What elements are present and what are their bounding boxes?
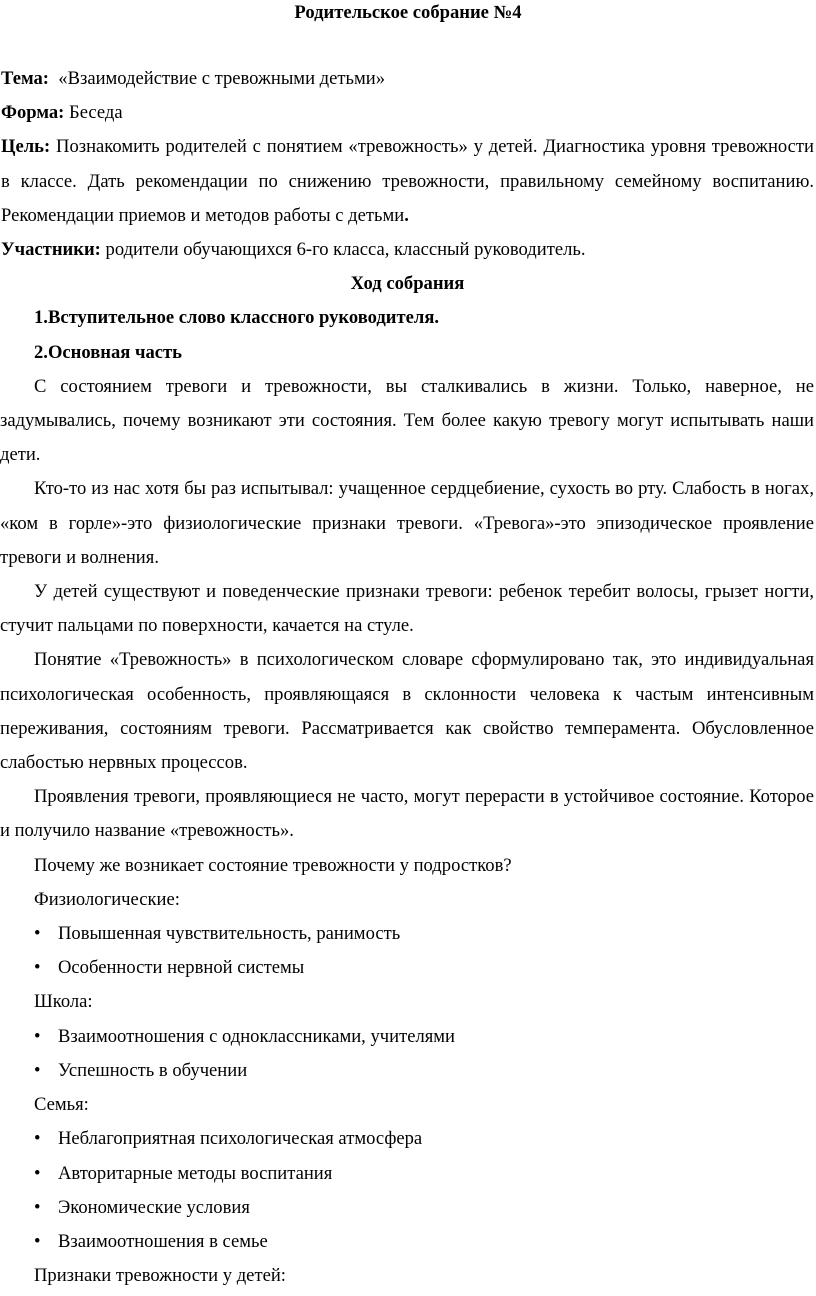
list-item-text: Неблагоприятная психологическая атмосфера — [58, 1128, 423, 1150]
list-item — [0, 1020, 815, 1054]
uchastniki-value: родители обучающихся 6-го класса, классный руководитель. — [105, 239, 586, 261]
field-uchastniki — [0, 233, 815, 267]
field-forma — [0, 96, 815, 130]
group-label: Семья: — [34, 1094, 89, 1116]
document-title: Родительское собрание №4 — [294, 2, 522, 23]
section-1-heading: 1.Вступительное слово классного руководителя. — [34, 307, 440, 329]
list-item-text: Авторитарные методы воспитания — [58, 1162, 333, 1184]
paragraph: Проявления тревоги, проявляющиеся не часто, могут перерасти в устойчивое состояние. Которое и получило название «тревожность». — [0, 786, 814, 842]
bullet-list — [0, 917, 815, 985]
bullet-list — [0, 1020, 815, 1088]
group-label: Физиологические: — [34, 888, 180, 910]
list-item-text: Особенности нервной системы — [58, 957, 305, 979]
paragraph: У детей существуют и поведенческие признаки тревоги: ребенок теребит волосы, грызет ногти, стучит пальцами по поверхности, качается на стуле. — [0, 581, 814, 637]
bullet-icon: • — [34, 1059, 41, 1081]
tema-value: «Взаимодействие с тревожными детьми» — [58, 68, 386, 89]
list-item — [0, 951, 815, 985]
signs-line: Признаки тревожности у детей: — [34, 1265, 286, 1287]
bullet-icon: • — [34, 1128, 41, 1150]
list-item-text: Успешность в обучении — [58, 1059, 248, 1081]
list-item — [0, 1225, 815, 1259]
bullet-icon: • — [34, 1025, 41, 1047]
question-line: Почему же возникает состояние тревожности у подростков? — [34, 854, 512, 876]
bullet-icon: • — [34, 1230, 41, 1252]
cel-dot: . — [404, 204, 409, 226]
paragraph: Кто-то из нас хотя бы раз испытывал: учащенное сердцебиение, сухость во рту. Слабость в ногах, «ком в горле»-это физиологические признаки тревоги. «Тревога»-это эпизодическое проявление тревоги и волнения. — [0, 478, 814, 568]
cel-value: Познакомить родителей с понятием «тревожность» у детей. Диагностика уровня тревожности в классе. Дать рекомендации по снижению тревожности, правильному семейному воспитанию. Рекомендации приемов и методов работы с детьми — [1, 136, 814, 226]
list-item-text: Повышенная чувствительность, ранимость — [58, 923, 401, 945]
field-tema — [0, 62, 815, 96]
list-item — [0, 1191, 815, 1225]
list-item — [0, 1122, 815, 1156]
bullet-icon: • — [34, 923, 41, 945]
hod-heading: Ход собрания — [350, 273, 465, 295]
field-cel — [0, 130, 815, 233]
list-item-text: Взаимоотношения в семье — [58, 1230, 268, 1252]
list-item-text: Экономические условия — [58, 1196, 250, 1218]
bullet-list — [0, 1122, 815, 1259]
tema-label: Тема: — [1, 68, 49, 89]
list-item — [0, 1157, 815, 1191]
bullet-icon: • — [34, 1196, 41, 1218]
uchastniki-label: Участники: — [1, 239, 101, 261]
list-item — [0, 917, 815, 951]
forma-value: Беседа — [69, 102, 123, 124]
paragraph: С состоянием тревоги и тревожности, вы сталкивались в жизни. Только, наверное, не задумывались, почему возникают эти состояния. Тем более какую тревогу могут испытывать наши дети. — [0, 375, 814, 466]
section-2-heading: 2.Основная часть — [34, 341, 182, 363]
list-item — [0, 1054, 815, 1088]
forma-label: Форма: — [1, 102, 65, 124]
bullet-icon: • — [34, 1162, 41, 1184]
document-body — [0, 62, 815, 1293]
bullet-icon: • — [34, 957, 41, 979]
paragraph: Понятие «Тревожность» в психологическом словаре сформулировано так, это индивидуальная психологическая особенность, проявляющаяся в склонности человека к частым интенсивным переживания, состояниям тревоги. Рассматривается как свойство темперамента. Обусловленное слабостью нервных процессов. — [0, 649, 814, 774]
group-label: Школа: — [34, 991, 93, 1013]
cel-label: Цель: — [1, 136, 51, 158]
list-item-text: Взаимоотношения с одноклассниками, учителями — [58, 1025, 455, 1047]
